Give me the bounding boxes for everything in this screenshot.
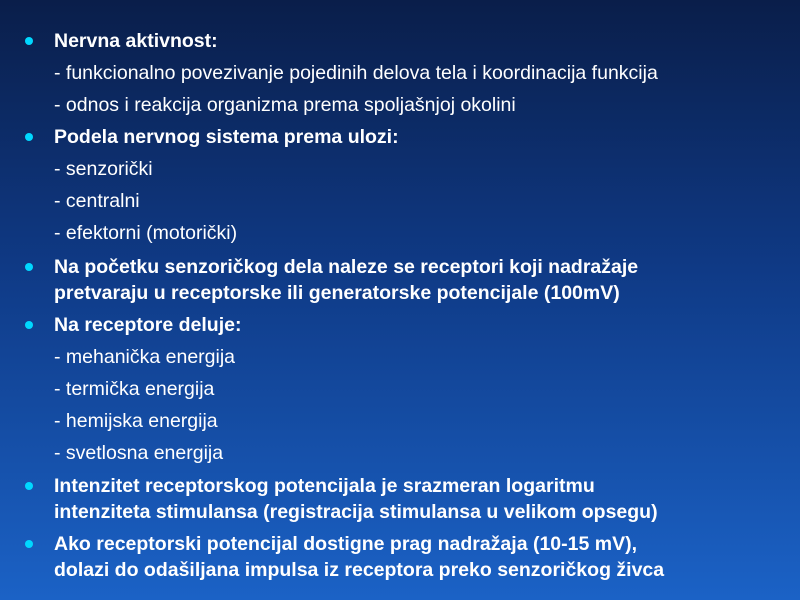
bullet-podela: Podela nervnog sistema prema ulozi: (54, 126, 399, 148)
sub-item-odnos: - odnos i reakcija organizma prema spoljašnjoj okolini (54, 94, 516, 116)
bullet-dot-icon (25, 37, 33, 45)
bullet-dot-icon (25, 133, 33, 141)
bullet-dot-icon (25, 482, 33, 490)
bullet-dot-icon (25, 540, 33, 548)
bullet-receptori-line1: Na početku senzoričkog dela naleze se receptori koji nadražaje (54, 256, 639, 278)
bullet-intenzitet-line2: intenziteta stimulansa (registracija stimulansa u velikom opsegu) (54, 501, 658, 523)
sub-item-termicka: - termička energija (54, 378, 215, 400)
bullet-intenzitet-line1: Intenzitet receptorskog potencijala je srazmeran logaritmu (54, 475, 595, 497)
bullet-dot-icon (25, 321, 33, 329)
bullet-nervna-aktivnost: Nervna aktivnost: (54, 30, 218, 52)
bullet-receptori-line2: pretvaraju u receptorske ili generatorske potencijale (100mV) (54, 282, 620, 304)
sub-item-centralni: - centralni (54, 190, 140, 212)
sub-item-svetlosna: - svetlosna energija (54, 442, 224, 464)
sub-item-senzoricki: - senzorički (54, 158, 153, 180)
bullet-prag-line2: dolazi do odašiljana impulsa iz receptora preko senzoričkog živca (54, 559, 665, 581)
bullet-dot-icon (25, 263, 33, 271)
sub-item-hemijska: - hemijska energija (54, 410, 218, 432)
sub-item-mehanicka: - mehanička energija (54, 346, 236, 368)
sub-item-efektorni: - efektorni (motorički) (54, 222, 238, 244)
bullet-na-receptore: Na receptore deluje: (54, 314, 242, 336)
bullet-prag-line1: Ako receptorski potencijal dostigne prag nadražaja (10-15 mV), (54, 533, 638, 555)
sub-item-funkcionalno: - funkcionalno povezivanje pojedinih delova tela i koordinacija funkcija (54, 62, 658, 84)
